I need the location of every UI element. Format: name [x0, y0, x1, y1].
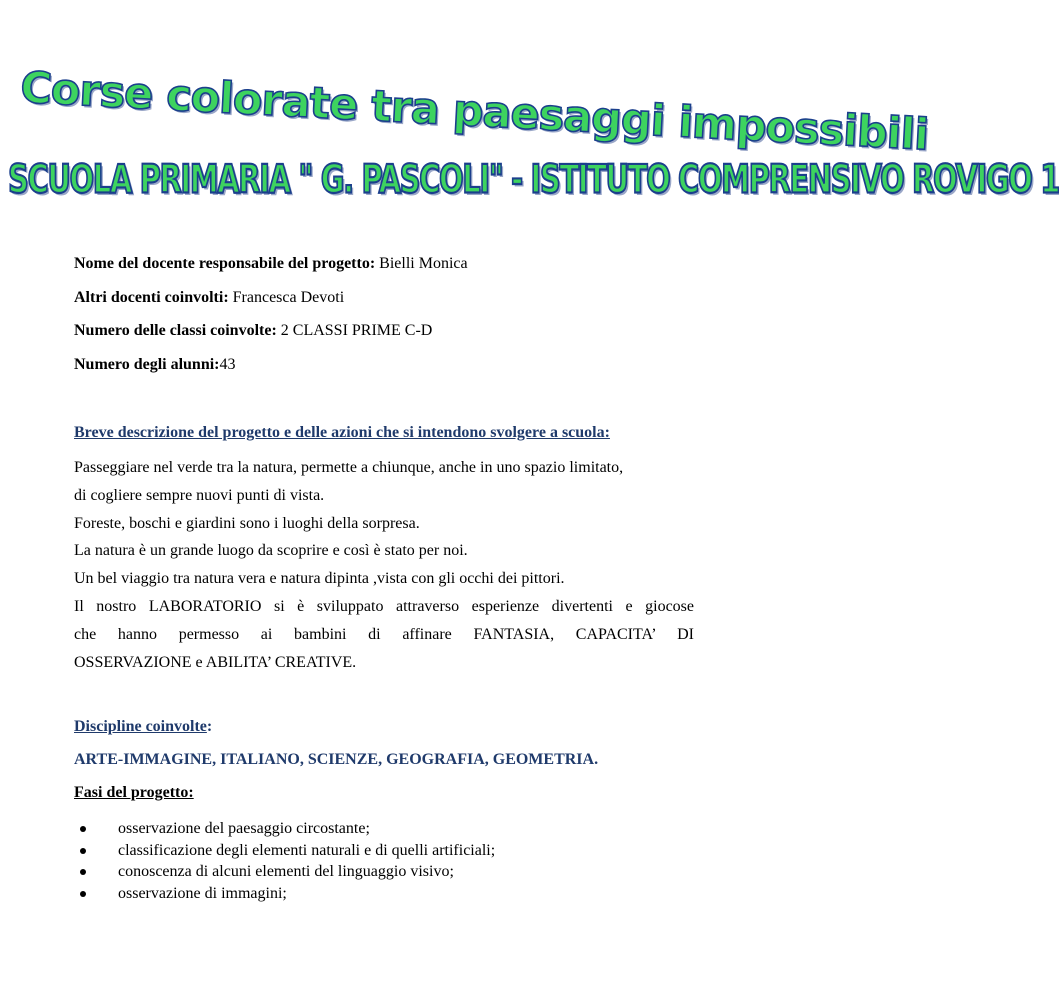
other-teachers-line: [74, 288, 344, 308]
description-heading: Breve descrizione del progetto e delle azioni che si intendono svolgere a scuola:: [74, 424, 610, 441]
phase-text: conoscenza di alcuni elementi del linguaggio visivo;: [118, 863, 454, 880]
disciplines-heading: Discipline coinvolte: [74, 718, 207, 735]
bullet-icon: [80, 891, 86, 897]
bullet-icon: [80, 848, 86, 854]
description-line: che hanno permesso ai bambini di affinare FANTASIA, CAPACITA’ DI: [74, 625, 694, 643]
phase-text: osservazione di immagini;: [118, 884, 287, 902]
classes-line: [74, 321, 432, 341]
description-line: Foreste, boschi e giardini sono i luoghi della sorpresa.: [74, 514, 420, 532]
phase-text: osservazione del paesaggio circostante;: [118, 820, 370, 837]
description-line: Un bel viaggio tra natura vera e natura dipinta ,vista con gli occhi dei pittori.: [74, 570, 565, 588]
school-name-banner: SCUOLA PRIMARIA " G. PASCOLI" - ISTITUTO COMPRENSIVO ROVIGO 1: [8, 156, 1059, 202]
list-item: [74, 818, 495, 840]
description-line: Il nostro LABORATORIO si è sviluppato attraverso esperienze divertenti e giocose: [74, 597, 694, 615]
teacher-value: Bielli Monica: [375, 255, 468, 272]
students-line: [74, 355, 236, 375]
other-teachers-label: Altri docenti coinvolti:: [74, 289, 229, 306]
bullet-icon: [80, 869, 86, 875]
description-line: Passeggiare nel verde tra la natura, permette a chiunque, anche in uno spazio limitato,: [74, 459, 624, 476]
description-line: La natura è un grande luogo da scoprire e così è stato per noi.: [74, 542, 468, 560]
disciplines-list: ARTE-IMMAGINE, ITALIANO, SCIENZE, GEOGRAFIA, GEOMETRIA.: [74, 751, 599, 768]
project-title-banner: Corse colorate tra paesaggi impossibili: [19, 62, 930, 161]
list-item: [74, 861, 495, 883]
other-teachers-value: Francesca Devoti: [228, 289, 345, 306]
phases-heading: Fasi del progetto:: [74, 784, 194, 801]
list-item: [74, 883, 495, 905]
bullet-icon: [80, 826, 86, 832]
list-item: [74, 840, 495, 862]
disciplines-colon: :: [206, 718, 213, 735]
classes-label: Numero delle classi coinvolte:: [74, 322, 277, 339]
phases-list: [74, 818, 495, 904]
description-body: [74, 454, 694, 676]
teacher-label: Nome del docente responsabile del progetto:: [74, 255, 376, 272]
classes-value: 2 CLASSI PRIME C-D: [276, 322, 433, 339]
students-value: 43: [219, 356, 236, 373]
description-line: OSSERVAZIONE e ABILITA’ CREATIVE.: [74, 653, 357, 671]
description-line: di cogliere sempre nuovi punti di vista.: [74, 486, 325, 504]
disciplines-heading-line: [74, 717, 212, 737]
students-label: Numero degli alunni:: [74, 356, 220, 373]
teacher-line: [74, 254, 468, 274]
phase-text: classificazione degli elementi naturali e di quelli artificiali;: [118, 841, 496, 859]
